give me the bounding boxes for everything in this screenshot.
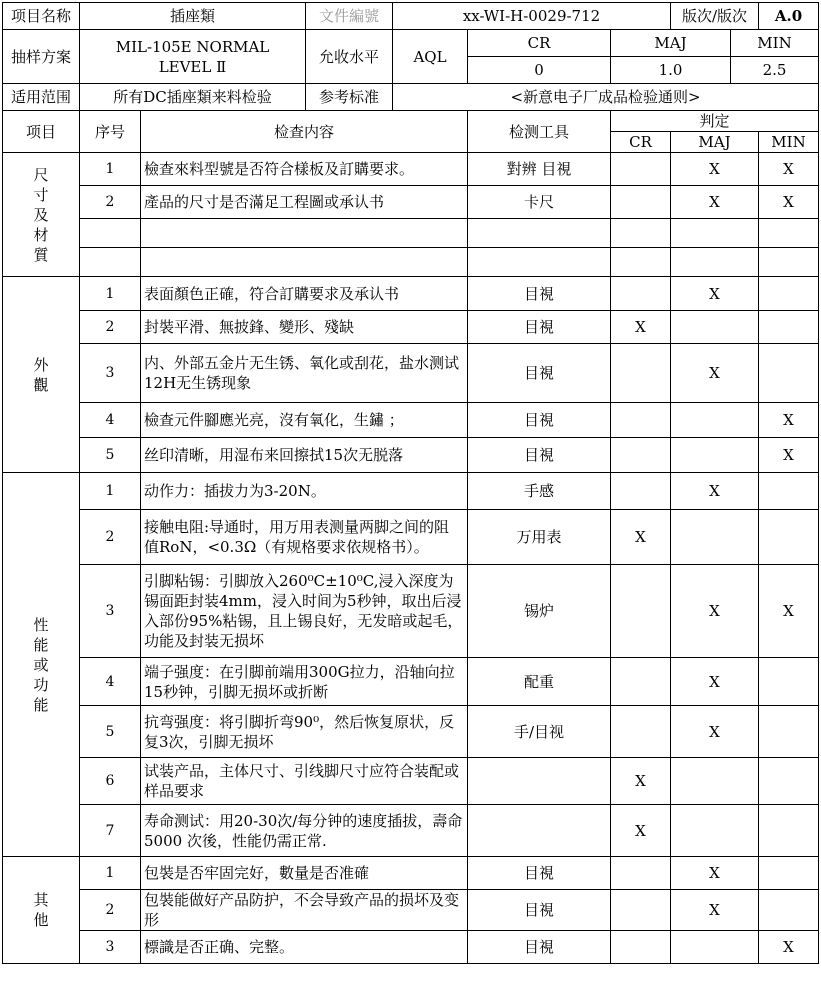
row-content: 接触电阻:导通时，用万用表测量两脚之间的阻值RoN，<0.3Ω（有规格要求依规格书）。 (141, 510, 468, 565)
row-tool (468, 805, 611, 857)
row-content: 内、外部五金片无生锈、氧化或刮花，盐水测试12H无生锈现象 (141, 344, 468, 403)
col-maj: MAJ (671, 132, 759, 153)
row-maj-mark (671, 403, 759, 438)
row-seq: 1 (80, 277, 141, 311)
row-min-mark (759, 890, 819, 931)
row-cr-mark (611, 153, 671, 186)
ref-label: 参考标准 (306, 84, 393, 111)
row-cr-mark (611, 658, 671, 706)
cr-value: 0 (468, 57, 611, 84)
row-seq: 2 (80, 311, 141, 344)
table-row (3, 248, 819, 277)
table-row (3, 658, 819, 706)
row-content: 標識是否正确、完整。 (141, 931, 468, 964)
sampling-label: 抽样方案 (3, 30, 80, 84)
row-cr-mark (611, 931, 671, 964)
row-cr-mark (611, 344, 671, 403)
row-seq: 2 (80, 890, 141, 931)
accept-label: 允收水平 (306, 30, 393, 84)
version-value: A.0 (759, 3, 819, 30)
table-row (3, 931, 819, 964)
row-content: 表面顏色正確，符合訂購要求及承认书 (141, 277, 468, 311)
row-min-mark (759, 510, 819, 565)
row-seq (80, 248, 141, 277)
row-cr-mark (611, 403, 671, 438)
row-tool (468, 248, 611, 277)
row-cr-mark (611, 890, 671, 931)
table-row (3, 805, 819, 857)
row-maj-mark (671, 805, 759, 857)
row-min-mark (759, 219, 819, 248)
row-tool: 万用表 (468, 510, 611, 565)
col-cr: CR (611, 132, 671, 153)
row-tool: 目視 (468, 438, 611, 473)
table-row (3, 311, 819, 344)
row-content: 端子强度：在引脚前端用300G拉力，沿轴向拉15秒钟，引脚无损坏或折断 (141, 658, 468, 706)
maj-value: 1.0 (611, 57, 731, 84)
row-tool: 對辨 目視 (468, 153, 611, 186)
row-min-mark (759, 473, 819, 510)
row-maj-mark (671, 248, 759, 277)
row-content (141, 248, 468, 277)
row-min-mark: X (759, 565, 819, 658)
row-min-mark (759, 805, 819, 857)
min-value: 2.5 (731, 57, 819, 84)
row-cr-mark: X (611, 758, 671, 805)
row-seq: 1 (80, 857, 141, 890)
row-maj-mark: X (671, 277, 759, 311)
row-cr-mark (611, 706, 671, 758)
row-content: 试装产品，主体尺寸、引线脚尺寸应符合装配或样品要求 (141, 758, 468, 805)
row-min-mark (759, 277, 819, 311)
row-min-mark: X (759, 153, 819, 186)
row-tool: 目視 (468, 311, 611, 344)
row-maj-mark: X (671, 344, 759, 403)
row-content: 丝印清晰，用湿布来回擦拭15次无脱落 (141, 438, 468, 473)
row-min-mark (759, 706, 819, 758)
scope-value: 所有DC插座類来料检验 (80, 84, 306, 111)
doc-no-value: xx-WI-H-0029-712 (393, 3, 671, 30)
row-seq: 2 (80, 186, 141, 219)
section-label: 性能或功能 (3, 473, 80, 857)
row-seq: 5 (80, 438, 141, 473)
doc-no-label: 文件編號 (306, 3, 393, 30)
row-content: 檢查來料型號是否符合樣板及訂購要求。 (141, 153, 468, 186)
row-tool: 目視 (468, 344, 611, 403)
table-row (3, 153, 819, 186)
table-row (3, 344, 819, 403)
row-content: 动作力：插拔力为3-20N。 (141, 473, 468, 510)
row-tool: 卡尺 (468, 186, 611, 219)
row-min-mark (759, 311, 819, 344)
row-content: 寿命测试：用20-30次/每分钟的速度插拔，壽命5000 次後，性能仍需正常. (141, 805, 468, 857)
row-maj-mark (671, 311, 759, 344)
row-cr-mark (611, 473, 671, 510)
row-seq: 4 (80, 658, 141, 706)
ref-value: <新意电子厂成品检验通则> (393, 84, 819, 111)
row-seq: 3 (80, 565, 141, 658)
row-tool: 目視 (468, 931, 611, 964)
row-tool (468, 758, 611, 805)
table-row (3, 510, 819, 565)
sampling-value-line1: MIL-105E NORMAL (115, 37, 270, 56)
min-label: MIN (731, 30, 819, 57)
version-label: 版次/版次 (671, 3, 759, 30)
row-min-mark (759, 758, 819, 805)
item-name-value: 插座類 (80, 3, 306, 30)
row-cr-mark (611, 186, 671, 219)
row-cr-mark (611, 219, 671, 248)
row-min-mark (759, 857, 819, 890)
row-maj-mark: X (671, 186, 759, 219)
row-min-mark (759, 344, 819, 403)
scope-label: 适用范围 (3, 84, 80, 111)
row-tool: 配重 (468, 658, 611, 706)
row-seq: 1 (80, 473, 141, 510)
col-seq: 序号 (80, 111, 141, 153)
table-row (3, 473, 819, 510)
row-maj-mark: X (671, 890, 759, 931)
row-min-mark: X (759, 403, 819, 438)
row-seq: 6 (80, 758, 141, 805)
row-min-mark: X (759, 931, 819, 964)
aql-label: AQL (393, 30, 468, 84)
row-content: 產品的尺寸是否滿足工程圖或承认书 (141, 186, 468, 219)
row-maj-mark: X (671, 473, 759, 510)
row-content: 抗弯强度：将引脚折弯90⁰，然后恢复原状，反复3次，引脚无损坏 (141, 706, 468, 758)
item-name-label: 项目名称 (3, 3, 80, 30)
row-seq: 3 (80, 344, 141, 403)
row-maj-mark (671, 510, 759, 565)
table-row (3, 219, 819, 248)
table-row (3, 565, 819, 658)
col-min: MIN (759, 132, 819, 153)
row-tool: 目視 (468, 403, 611, 438)
table-row (3, 706, 819, 758)
col-judge: 判定 (611, 111, 819, 132)
row-cr-mark (611, 565, 671, 658)
row-maj-mark (671, 931, 759, 964)
row-tool: 手感 (468, 473, 611, 510)
row-seq (80, 219, 141, 248)
inspection-table (2, 2, 819, 964)
row-maj-mark: X (671, 706, 759, 758)
row-tool: 目視 (468, 890, 611, 931)
row-min-mark: X (759, 438, 819, 473)
table-row (3, 890, 819, 931)
row-seq: 5 (80, 706, 141, 758)
row-maj-mark (671, 758, 759, 805)
maj-label: MAJ (611, 30, 731, 57)
row-min-mark: X (759, 186, 819, 219)
row-content: 封裝平滑、無披鋒、變形、殘缺 (141, 311, 468, 344)
row-cr-mark: X (611, 510, 671, 565)
sampling-value-line2: LEVEL Ⅱ (158, 57, 227, 76)
row-maj-mark: X (671, 857, 759, 890)
row-content: 包裝能做好产品防护，不会导致产品的损坏及变形 (141, 890, 468, 931)
row-maj-mark: X (671, 153, 759, 186)
row-cr-mark (611, 857, 671, 890)
table-row (3, 277, 819, 311)
cr-label: CR (468, 30, 611, 57)
row-tool (468, 219, 611, 248)
row-maj-mark (671, 438, 759, 473)
col-tool: 检测工具 (468, 111, 611, 153)
table-row (3, 186, 819, 219)
row-tool: 手/目视 (468, 706, 611, 758)
row-seq: 1 (80, 153, 141, 186)
header-row-2a (3, 30, 819, 57)
row-seq: 4 (80, 403, 141, 438)
row-content (141, 219, 468, 248)
row-maj-mark: X (671, 565, 759, 658)
header-row-3 (3, 84, 819, 111)
row-cr-mark (611, 277, 671, 311)
table-row (3, 403, 819, 438)
row-content: 包裝是否牢固完好，數量是否准確 (141, 857, 468, 890)
row-tool: 锡炉 (468, 565, 611, 658)
table-row (3, 857, 819, 890)
row-tool: 目視 (468, 277, 611, 311)
row-content: 檢查元件腳應光亮，沒有氧化，生鏽 ； (141, 403, 468, 438)
row-cr-mark: X (611, 311, 671, 344)
row-maj-mark (671, 219, 759, 248)
row-tool: 目視 (468, 857, 611, 890)
row-content: 引脚粘锡：引脚放入260⁰C±10⁰C,浸入深度为锡面距封装4mm，浸入时间为5秒钟，取出后浸入部份95%粘锡，且上锡良好，无发暗或起毛，功能及封装无损坏 (141, 565, 468, 658)
row-min-mark (759, 658, 819, 706)
row-seq: 7 (80, 805, 141, 857)
sampling-value (80, 30, 306, 84)
row-seq: 2 (80, 510, 141, 565)
row-maj-mark: X (671, 658, 759, 706)
table-row (3, 758, 819, 805)
section-label: 外觀 (3, 277, 80, 473)
column-header-row-1 (3, 111, 819, 132)
row-seq: 3 (80, 931, 141, 964)
row-cr-mark (611, 438, 671, 473)
col-item: 项目 (3, 111, 80, 153)
section-label: 其他 (3, 857, 80, 964)
table-row (3, 438, 819, 473)
row-min-mark (759, 248, 819, 277)
section-label: 尺寸及材質 (3, 153, 80, 277)
row-cr-mark: X (611, 805, 671, 857)
header-row-1 (3, 3, 819, 30)
row-cr-mark (611, 248, 671, 277)
col-content: 检查内容 (141, 111, 468, 153)
